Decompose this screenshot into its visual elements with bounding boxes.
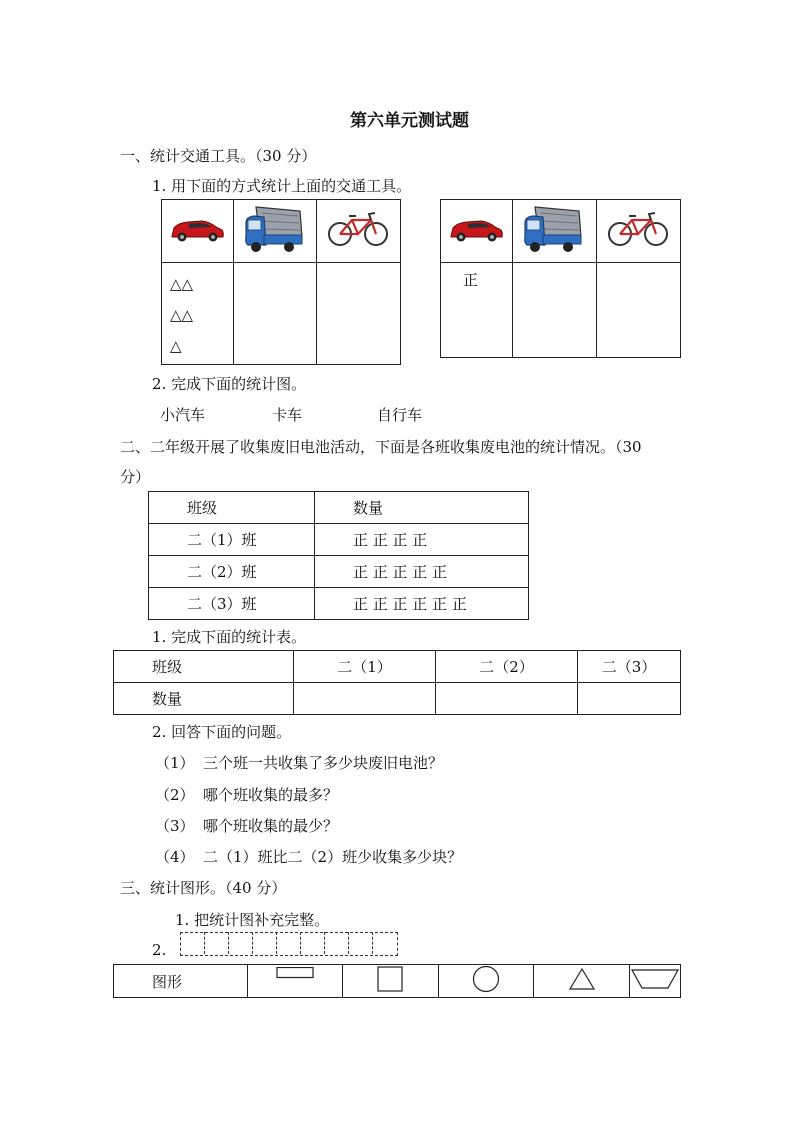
question-number: （1） <box>155 754 195 772</box>
dashed-divider <box>324 932 325 954</box>
shape-cell-rectangle <box>247 965 343 998</box>
header-truck <box>512 200 596 263</box>
section3-heading: 三、统计图形。（40 分） <box>120 879 287 897</box>
section2-heading-cont: 分） <box>120 468 151 486</box>
tally-cell: 正 正 正 正 正 正 <box>315 588 529 620</box>
circle-shape-icon <box>472 965 500 993</box>
tally-mark: △△ <box>170 306 194 324</box>
dashed-divider <box>276 932 277 954</box>
square-shape-icon <box>377 966 403 992</box>
shape-label: 图形 <box>114 965 248 998</box>
stat-answer-cell[interactable] <box>436 683 578 715</box>
question-text: 哪个班收集的最少？ <box>203 817 339 835</box>
class-cell: 二（3）班 <box>149 588 315 620</box>
section3-q2-prefix: 2. <box>152 941 167 959</box>
section3-q1: 1. 把统计图补充完整。 <box>175 911 330 929</box>
vehicle-tally-table-left <box>161 199 401 365</box>
dashed-divider <box>252 932 253 954</box>
bicycle-icon <box>327 210 389 248</box>
section2-q1: 1. 完成下面的统计表。 <box>152 628 307 646</box>
tally-mark: 正 <box>463 271 479 289</box>
truck-marks-cell <box>512 263 596 358</box>
car-marks-cell <box>441 263 513 358</box>
stat-col-class2: 二（2） <box>436 651 578 683</box>
label-bicycle: 自行车 <box>377 406 423 424</box>
class-cell: 二（2）班 <box>149 556 315 588</box>
question-number: （3） <box>155 817 195 835</box>
dashed-divider <box>300 932 301 954</box>
truck-icon <box>242 203 308 255</box>
rectangle-shape-icon <box>276 967 314 979</box>
truck-icon <box>521 203 587 255</box>
dashed-divider <box>228 932 229 954</box>
dashed-divider <box>348 932 349 954</box>
stat-col-class1: 二（1） <box>294 651 436 683</box>
label-car: 小汽车 <box>160 406 206 424</box>
stat-header-class: 班级 <box>114 651 294 683</box>
section2-heading: 二、二年级开展了收集废旧电池活动，下面是各班收集废电池的统计情况。（30 <box>120 438 642 456</box>
header-car <box>441 200 513 263</box>
battery-stat-table <box>113 650 681 715</box>
label-truck: 卡车 <box>272 406 303 424</box>
dashed-placeholder-box <box>180 932 398 956</box>
car-icon <box>447 214 505 244</box>
tally-cell: 正 正 正 正 <box>315 524 529 556</box>
section1-q2: 2. 完成下面的统计图。 <box>152 375 307 393</box>
trapezoid-shape-icon <box>630 968 680 990</box>
header-count: 数量 <box>315 492 529 524</box>
car-marks-cell <box>162 263 234 365</box>
triangle-shape-icon <box>568 967 596 991</box>
battery-tally-table <box>148 491 529 620</box>
header-bicycle <box>596 200 680 263</box>
shape-cell-square <box>343 965 439 998</box>
shape-cell-trapezoid <box>630 965 681 998</box>
stat-col-class3: 二（3） <box>578 651 681 683</box>
bicycle-marks-cell <box>596 263 680 358</box>
stat-answer-cell[interactable] <box>294 683 436 715</box>
dashed-divider <box>204 932 205 954</box>
tally-mark: △△ <box>170 275 194 293</box>
question-text: 哪个班收集的最多？ <box>203 786 339 804</box>
bicycle-icon <box>607 210 669 248</box>
question-number: （4） <box>155 848 195 866</box>
section2-q2: 2. 回答下面的问题。 <box>152 723 292 741</box>
section1-heading: 一、统计交通工具。（30 分） <box>120 147 317 165</box>
tally-mark: △ <box>170 337 182 355</box>
question-number: （2） <box>155 786 195 804</box>
truck-marks-cell <box>233 263 316 365</box>
bicycle-marks-cell <box>316 263 400 365</box>
dashed-divider <box>372 932 373 954</box>
vehicle-tally-table-right <box>440 199 681 358</box>
class-cell: 二（1）班 <box>149 524 315 556</box>
car-icon <box>168 214 226 244</box>
question-text: 二（1）班比二（2）班少收集多少块？ <box>203 848 463 866</box>
shape-table <box>113 964 681 998</box>
page-title: 第六单元测试题 <box>350 111 469 131</box>
stat-answer-cell[interactable] <box>578 683 681 715</box>
section1-q1: 1. 用下面的方式统计上面的交通工具。 <box>152 177 412 195</box>
tally-cell: 正 正 正 正 正 <box>315 556 529 588</box>
shape-cell-circle <box>438 965 534 998</box>
stat-row-count: 数量 <box>114 683 294 715</box>
header-class: 班级 <box>149 492 315 524</box>
header-bicycle <box>316 200 400 263</box>
header-car <box>162 200 234 263</box>
shape-cell-triangle <box>534 965 630 998</box>
header-truck <box>233 200 316 263</box>
question-text: 三个班一共收集了多少块废旧电池？ <box>203 754 444 772</box>
